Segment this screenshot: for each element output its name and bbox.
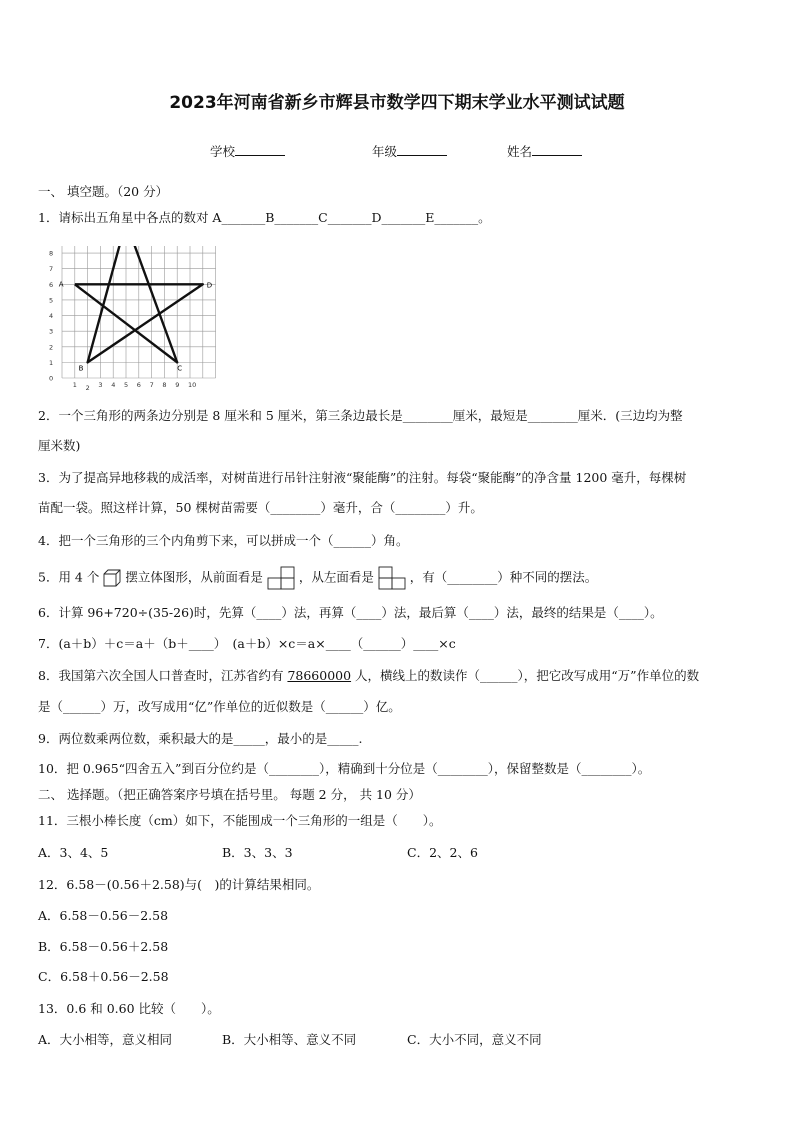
section-2-heading: 二、 选择题。（把正确答案序号填在括号里。 每题 2 分， 共 10 分） (38, 787, 421, 802)
school-blank[interactable] (235, 143, 285, 156)
y-tick-label: 2 (49, 343, 54, 352)
question-6: 6．计算 96+720÷(35-26)时，先算（____）法，再算（____）法，最后算（____）法，最终的结果是（____）。 (38, 605, 663, 620)
question-7: 7．(a＋b）＋c＝a＋（b＋____） (a＋b）×c＝a×____（______）____×c (38, 636, 456, 651)
x-tick-label: 2 (85, 384, 90, 392)
q13-option-c[interactable]: C．大小不同，意义不同 (407, 1032, 542, 1047)
x-tick-label: 8 (162, 381, 167, 389)
x-tick-label: 6 (136, 381, 141, 389)
name-field (507, 142, 582, 160)
school-field (210, 142, 285, 160)
q5-middle-2: ，从左面看是 (298, 569, 374, 585)
question-10: 10．把 0.965“四舍五入”到百分位约是（________），精确到十分位是（________），保留整数是（________）。 (38, 761, 651, 776)
question-4: 4．把一个三角形的三个内角剪下来，可以拼成一个（______）角。 (38, 533, 409, 548)
point-b-label: B (78, 364, 84, 373)
point-a-label: A (58, 280, 64, 289)
question-8-line-1 (38, 666, 699, 684)
point-c-label: C (177, 364, 183, 373)
grade-label: 年级 (372, 144, 398, 159)
point-d-label: D (206, 281, 213, 290)
y-tick-label: 0 (49, 374, 54, 383)
q11-option-b[interactable]: B．3、3、3 (222, 845, 293, 860)
y-tick-label: 5 (49, 296, 54, 305)
star-grid-figure (36, 246, 236, 396)
x-tick-label: 5 (124, 381, 129, 389)
x-tick-label: 3 (98, 381, 103, 389)
question-5 (38, 566, 597, 590)
y-tick-label: 3 (49, 327, 54, 336)
question-3-line-1: 3．为了提高异地移栽的成活率，对树苗进行吊针注射液“聚能酶”的注射。每袋“聚能酶”的净含量 1200 毫升，每棵树 (38, 470, 687, 485)
q13-option-b[interactable]: B．大小相等、意义不同 (222, 1032, 357, 1047)
q11-option-a[interactable]: A．3、4、5 (38, 845, 109, 860)
question-9: 9．两位数乘两位数，乘积最大的是_____，最小的是_____. (38, 731, 363, 746)
q5-middle-1: 摆立体图形，从前面看是 (125, 569, 263, 585)
section-1-heading: 一、 填空题。（20 分） (38, 184, 169, 199)
q8-prefix: 8．我国第六次全国人口普查时，江苏省约有 (38, 668, 288, 683)
y-tick-label: 4 (49, 312, 54, 321)
x-tick-label: 10 (188, 381, 197, 389)
name-label: 姓名 (507, 144, 533, 159)
x-tick-label: 1 (72, 381, 77, 389)
page-title: 2023年河南省新乡市辉县市数学四下期末学业水平测试试题 (169, 93, 625, 113)
q5-prefix: 5．用 4 个 (38, 569, 100, 585)
grade-blank[interactable] (397, 143, 447, 156)
question-8-line-2: 是（______）万，改写成用“亿”作单位的近似数是（______）亿。 (38, 699, 401, 714)
question-12: 12．6.58－(0.56＋2.58)与( )的计算结果相同。 (38, 877, 320, 892)
star-grid-svg (36, 246, 236, 396)
q5-suffix: ，有（________）种不同的摆法。 (409, 569, 598, 585)
question-2-line-2: 厘米数) (38, 438, 81, 453)
x-tick-label: 9 (175, 381, 180, 389)
q8-suffix: 人，横线上的数读作（______），把它改写成用“万”作单位的数 (351, 668, 700, 683)
front-view-icon (267, 566, 295, 590)
x-tick-label: 4 (111, 381, 116, 389)
q12-option-b[interactable]: B．6.58－0.56＋2.58 (38, 939, 169, 954)
q8-underlined-number: 78660000 (287, 668, 352, 683)
q13-option-a[interactable]: A．大小相等，意义相同 (38, 1032, 173, 1047)
question-13: 13．0.6 和 0.60 比较（ ）。 (38, 1001, 220, 1016)
grade-field (372, 142, 447, 160)
q11-option-c[interactable]: C．2、2、6 (407, 845, 478, 860)
school-label: 学校 (210, 144, 236, 159)
x-tick-label: 7 (149, 381, 154, 389)
question-11: 11．三根小棒长度（cm）如下，不能围成一个三角形的一组是（ ）。 (38, 813, 442, 828)
name-blank[interactable] (532, 143, 582, 156)
y-tick-label: 8 (49, 249, 54, 258)
question-1: 1．请标出五角星中各点的数对 A_______B_______C_______D_______E_______。 (38, 210, 491, 225)
y-tick-label: 6 (49, 280, 54, 289)
y-tick-label: 7 (49, 265, 54, 274)
q12-option-a[interactable]: A．6.58－0.56－2.58 (38, 908, 169, 923)
question-2-line-1: 2．一个三角形的两条边分别是 8 厘米和 5 厘米，第三条边最长是________厘米，最短是________厘米．(三边均为整 (38, 408, 683, 423)
cube-icon (103, 569, 121, 587)
y-tick-label: 1 (49, 358, 54, 367)
q12-option-c[interactable]: C．6.58＋0.56－2.58 (38, 969, 169, 984)
left-view-icon (378, 566, 406, 590)
question-3-line-2: 苗配一袋。照这样计算，50 棵树苗需要（________）毫升，合（________）升。 (38, 500, 483, 515)
